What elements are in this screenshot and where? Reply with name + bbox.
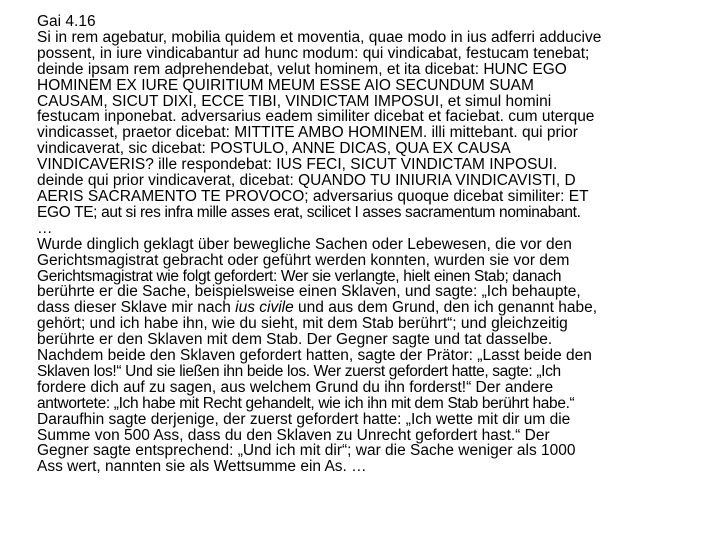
latin-line: deinde ipsam rem adprehendebat, velut hominem, et ita dicebat: HUNC EGO — [37, 60, 567, 78]
latin-line: possent, in iure vindicabantur ad hunc modum: qui vindicabat, festucam tenebat; — [37, 44, 590, 62]
german-line: Nachdem beide den Sklaven gefordert hatten, sagte der Prätor: „Lasst beide den — [37, 347, 592, 365]
german-line: Gerichtsmagistrat gebracht oder geführt werden konnten, wurden sie vor dem — [37, 251, 570, 269]
latin-line: vindicasset, praetor dicebat: MITTITE AMBO HOMINEM. illi mittebant. qui prior — [37, 124, 578, 142]
latin-line: vindicaverat, sic dicebat: POSTULO, ANNE DICAS, QUA EX CAUSA — [37, 140, 511, 158]
latin-line: EGO TE; aut si res infra mille asses erat, scilicet I asses sacramentum nominabant. — [37, 203, 581, 221]
german-line-start: dass dieser Sklave mir nach — [37, 299, 236, 317]
german-line: Gerichtsmagistrat wie folgt gefordert: Wer sie verlangte, hielt einen Stab; danach — [37, 267, 562, 285]
latin-line: CAUSAM, SICUT DIXI, ECCE TIBI, VINDICTAM IMPOSUI, et simul homini — [37, 92, 552, 110]
german-translation-block — [37, 237, 709, 476]
german-line: berührte er den Sklaven mit dem Stab. Der Gegner sagte und tat dasselbe. — [37, 331, 553, 349]
italic-term: ius civile — [235, 299, 294, 317]
german-line: Sklaven los!“ Und sie ließen ihn beide los. Wer zuerst gefordert hatte, sagte: „Ich — [37, 362, 561, 380]
latin-line: HOMINEM EX IURE QUIRITIUM MEUM ESSE AIO SECUNDUM SUAM — [37, 76, 534, 94]
latin-line: AERIS SACRAMENTO TE PROVOCO; adversarius quoque dicebat similiter: ET — [37, 187, 589, 205]
german-line: antwortete: „Ich habe mit Recht gehandelt, wie ich ihn mit dem Stab berührt habe.“ — [37, 394, 575, 412]
latin-line: festucam inponebat. adversarius eadem similiter dicebat et faciebat. cum uterque — [37, 108, 595, 126]
german-line: gehört; und ich habe ihn, wie du sieht, mit dem Stab berührt“; und gleichzeitig — [37, 315, 568, 333]
german-line: Summe von 500 Ass, dass du den Sklaven zu Unrecht gefordert hast.“ Der — [37, 426, 550, 444]
german-line: Gegner sagte entsprechend: „Und ich mit dir“; war die Sache weniger als 1000 — [37, 442, 576, 460]
german-line: Daraufhin sagte derjenige, der zuerst gefordert hatte: „Ich wette mit dir um die — [37, 410, 571, 428]
latin-line: deinde qui prior vindicaverat, dicebat: QUANDO TU INIURIA VINDICAVISTI, D — [37, 172, 576, 190]
german-line-with-italic — [37, 300, 709, 316]
document-page — [37, 14, 709, 475]
document-heading: Gai 4.16 — [37, 13, 96, 30]
latin-ellipsis: … — [37, 219, 53, 237]
german-line: berührte er die Sache, beispielsweise einen Sklaven, und sagte: „Ich behaupte, — [37, 283, 581, 301]
german-line-end: und aus dem Grund, den ich genannt habe, — [293, 299, 598, 317]
latin-text-block — [37, 30, 709, 237]
german-line: Ass wert, nannten sie als Wettsumme ein As. … — [37, 458, 367, 476]
german-line: Wurde dinglich geklagt über bewegliche Sachen oder Lebewesen, die vor den — [37, 235, 572, 253]
latin-line: VINDICAVERIS? ille respondebat: IUS FECI, SICUT VINDICTAM INPOSUI. — [37, 156, 558, 174]
latin-line: Si in rem agebatur, mobilia quidem et moventia, quae modo in ius adferri adducive — [37, 28, 602, 46]
german-line: fordere dich auf zu sagen, aus welchem Grund du ihn forderst!“ Der andere — [37, 378, 554, 396]
